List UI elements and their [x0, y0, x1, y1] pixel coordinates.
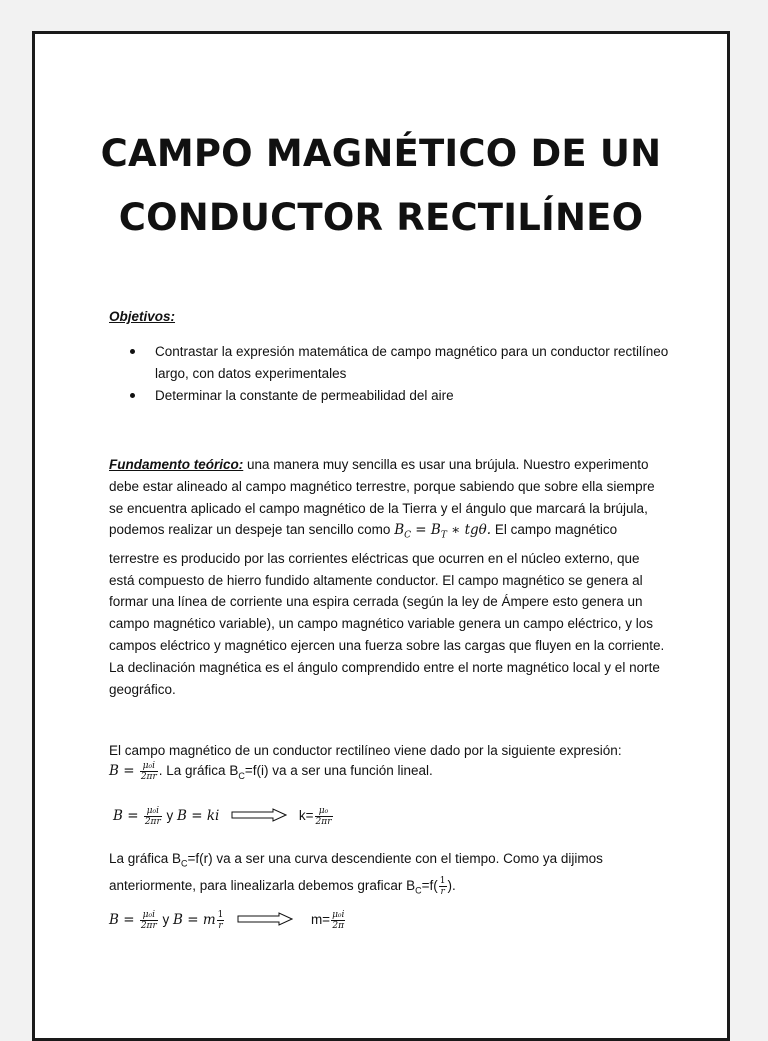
implies-arrow-icon	[231, 808, 287, 825]
fraction: $\frac{\text{μ₀i}}{2\pi r}$	[140, 761, 157, 782]
title-line-2: CONDUCTOR RECTILÍNEO	[118, 196, 644, 239]
fraction: $\frac{1}{r}$	[217, 910, 224, 931]
fraction: $\frac{\text{μ₀i}}{2\pi r}$	[144, 806, 161, 827]
fraction: $\frac{1}{r}$	[439, 876, 446, 898]
document-page	[32, 31, 730, 1041]
expression-intro: El campo magnético de un conductor rectilíneo viene dado por la siguiente expresión:	[109, 743, 622, 758]
fraction: $\frac{\text{μ₀i}}{2\pi}$	[332, 910, 345, 931]
equation-row-2: B = $\frac{\text{μ₀i}}{2\pi r}$ y B = m $\frac{1}{r}$ m= $\frac{\text{μ₀i}}{2\pi}$	[109, 910, 345, 931]
expression-formula-line: B = $\frac{\text{μ₀i}}{2\pi r}$ . La gráfica $B_C=f(i)$ va a ser una función lineal.	[109, 761, 433, 782]
theory-formula: $B_C = B_T$ ∗ tgθ.	[394, 522, 492, 542]
theory-paragraph	[109, 454, 665, 700]
objective-item: Determinar la constante de permeabilidad del aire	[130, 385, 690, 407]
page-title	[35, 122, 727, 250]
theory-body: El campo magnético terrestre es producido por las corrientes eléctricas que ocurren en el núcleo externo, que está compuesto de hierro fundido altamente conductor. El campo magnético se genera al formar una línea de corriente una espira cerrada (según la ley de Ámpere esto genera un campo magnético variable), un campo magnético variable genera un campo eléctrico, y los campos eléctrico y magnético ejercen una fuerza sobre las cargas que fluyen en la corriente. La declinación magnética es el ángulo comprendido entre el norte magnético local y el norte geográfico.	[109, 522, 665, 697]
equation-row-1: B = $\frac{\text{μ₀i}}{2\pi r}$ y B = ki k= $\frac{\text{μ₀}}{2\pi r}$	[113, 806, 332, 827]
theory-heading: Fundamento teórico:	[109, 457, 244, 472]
fraction: $\frac{\text{μ₀}}{2\pi r}$	[315, 806, 332, 827]
objective-item: Contrastar la expresión matemática de campo magnético para un conductor rectilíneo largo, con datos experimentales	[130, 341, 690, 385]
title-line-1: CAMPO MAGNÉTICO DE UN	[100, 132, 662, 175]
implies-arrow-icon	[237, 912, 293, 929]
objectives-heading: Objetivos:	[109, 309, 176, 324]
theory-intro: una manera muy sencilla es usar una brújula. Nuestro experimento debe estar alineado al campo magnético terrestre, porque sabiendo que sobre ella siempre se encuentra aplicado el campo magnético de la Tierra y el ángulo que marcará la brújula, podemos realizar un despeje tan sencillo como	[109, 457, 655, 538]
fraction: $\frac{\text{μ₀i}}{2\pi r}$	[140, 910, 157, 931]
objectives-list	[130, 341, 690, 406]
curve-paragraph: La gráfica $B_C=f(r)$ va a ser una curva descendiente con el tiempo. Como ya dijimos anteriormente, para linealizarla debemos graficar $B_C=f$( $\frac{1}{r}$ ).	[109, 851, 603, 898]
